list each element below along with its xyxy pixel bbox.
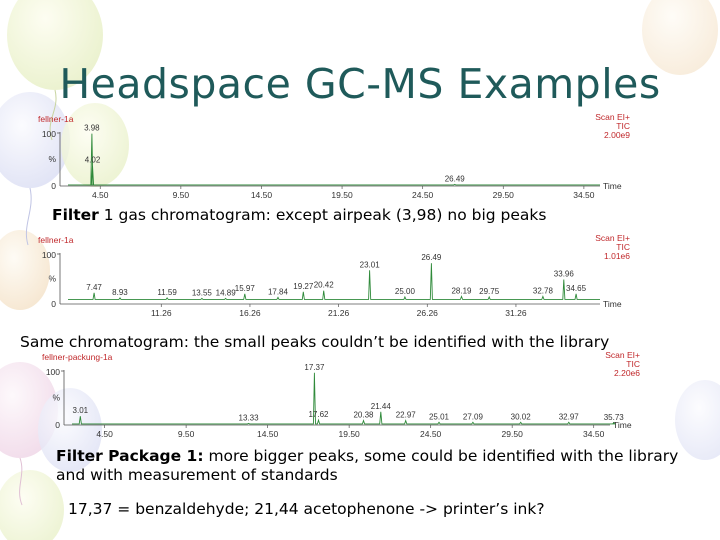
- x-tick-label: 9.50: [177, 429, 195, 439]
- peak-label: 28.19: [451, 286, 472, 296]
- caption-filter-1: [52, 206, 546, 224]
- sample-name-label: fellner-1a: [38, 114, 74, 124]
- peak-label: 25.00: [394, 286, 415, 296]
- caption-filter-package: [56, 447, 696, 485]
- scan-info-label: 1.01e6: [604, 251, 630, 261]
- y-axis-label: %: [52, 392, 60, 403]
- scan-info-label: 2.00e9: [604, 130, 630, 140]
- caption-filter-package-bold: Filter Package 1:: [56, 447, 204, 465]
- y-tick-label: 0: [51, 181, 56, 191]
- peak-label: 4.02: [84, 155, 101, 165]
- y-tick-label: 0: [51, 299, 56, 309]
- sample-name-label: fellner-1a: [38, 235, 74, 245]
- x-tick-label: 21.26: [327, 308, 350, 318]
- peak-label: 20.38: [353, 410, 374, 420]
- peak-label: 13.55: [191, 288, 212, 298]
- peak-label: 7.47: [86, 282, 102, 292]
- sample-name-label: fellner-packung-1a: [42, 352, 113, 362]
- scan-info-label: TIC: [616, 121, 630, 131]
- peak-label: 33.96: [553, 269, 574, 279]
- peak-label: 34.65: [566, 283, 587, 293]
- peak-label: 3.01: [72, 406, 89, 416]
- caption-filter-package-text: more bigger peaks, some could be identified with the library and with measurement of standards: [56, 447, 679, 484]
- x-tick-label: 19.50: [338, 429, 360, 439]
- scan-info-label: 2.20e6: [614, 368, 640, 378]
- peak-label: 23.01: [359, 260, 380, 270]
- x-tick-label: 24.50: [420, 429, 442, 439]
- scan-info-label: TIC: [626, 359, 640, 369]
- x-axis-title: Time: [603, 299, 622, 309]
- peak-label: 35.73: [603, 412, 624, 422]
- x-tick-label: 14.50: [250, 190, 273, 200]
- peak-label: 26.49: [444, 174, 465, 184]
- x-tick-label: 31.26: [505, 308, 527, 318]
- chromatogram-trace: [68, 263, 600, 299]
- peak-label: 17.84: [267, 287, 288, 297]
- y-axis-label: %: [48, 273, 56, 284]
- peak-label: 30.02: [510, 412, 531, 422]
- peak-label: 27.09: [462, 412, 483, 422]
- scan-info-label: Scan EI+: [595, 233, 630, 243]
- peak-label: 32.78: [532, 286, 553, 296]
- peak-label: 32.97: [558, 412, 579, 422]
- x-tick-label: 24.50: [412, 190, 434, 200]
- x-tick-label: 34.50: [583, 429, 605, 439]
- x-tick-label: 16.26: [239, 308, 261, 318]
- peak-label: 20.42: [313, 280, 334, 290]
- x-axis-title: Time: [603, 181, 622, 191]
- peak-label: 17.37: [304, 362, 325, 372]
- x-tick-label: 9.50: [172, 190, 190, 200]
- x-tick-label: 4.50: [91, 190, 109, 200]
- x-axis-title: Time: [613, 420, 632, 430]
- y-tick-label: 100: [45, 367, 60, 377]
- x-tick-label: 26.26: [416, 308, 438, 318]
- x-tick-label: 29.50: [492, 190, 514, 200]
- peak-label: 14.89: [215, 288, 236, 298]
- peak-label: 3.98: [84, 123, 100, 133]
- y-tick-label: 0: [55, 420, 60, 430]
- peak-label: 21.44: [370, 401, 391, 411]
- peak-label: 19.27: [293, 281, 314, 291]
- peak-label: 22.97: [395, 410, 416, 420]
- peak-label: 26.49: [421, 253, 442, 263]
- chromatogram-trace: [68, 134, 600, 185]
- peak-label: 15.97: [234, 283, 255, 293]
- y-tick-label: 100: [41, 250, 56, 260]
- peak-label: 13.33: [238, 413, 259, 423]
- caption-identification: 17,37 = benzaldehyde; 21,44 acetophenone -> printer’s ink?: [68, 500, 545, 518]
- peak-label: 17.62: [308, 410, 329, 420]
- x-tick-label: 29.50: [501, 429, 523, 439]
- chromatogram-trace: [72, 373, 615, 424]
- x-tick-label: 11.26: [150, 308, 172, 318]
- caption-same-chromatogram: Same chromatogram: the small peaks couldn’t be identified with the library: [20, 333, 610, 351]
- peak-label: 11.59: [157, 287, 177, 297]
- x-tick-label: 19.50: [331, 190, 353, 200]
- caption-filter-1-text: 1 gas chromatogram: except airpeak (3,98) no big peaks: [98, 206, 547, 224]
- y-axis-label: %: [48, 154, 56, 164]
- peak-label: 29.75: [479, 286, 500, 296]
- scan-info-label: Scan EI+: [595, 112, 630, 122]
- x-tick-label: 4.50: [96, 429, 113, 439]
- slide-title: Headspace GC-MS Examples: [59, 60, 661, 108]
- x-tick-label: 34.50: [573, 190, 595, 200]
- y-tick-label: 100: [41, 129, 56, 139]
- x-tick-label: 14.50: [256, 429, 279, 439]
- caption-filter-1-bold: Filter: [52, 206, 99, 224]
- peak-label: 8.93: [112, 287, 128, 297]
- peak-label: 25.01: [428, 412, 449, 422]
- scan-info-label: Scan EI+: [605, 350, 640, 360]
- scan-info-label: TIC: [616, 242, 630, 252]
